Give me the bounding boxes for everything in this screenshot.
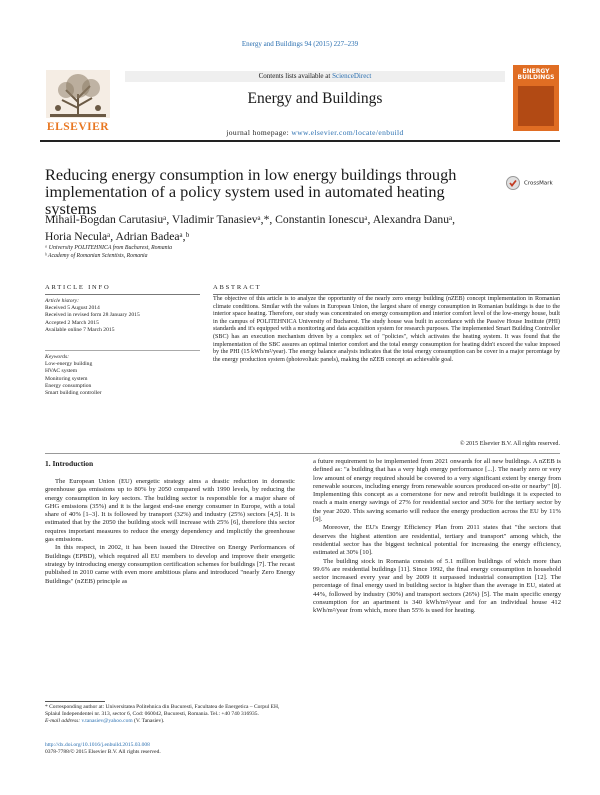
corresponding-author-footnote: [45, 704, 295, 725]
crossmark-icon: [506, 176, 520, 190]
sciencedirect-link[interactable]: ScienceDirect: [332, 72, 372, 80]
journal-cover-photo: [518, 86, 554, 126]
footnote-address: * Corresponding author at: Universitatea Politehnica din Bucuresti, Facultatea de Energetica – Corpul EH, Splaiul Independentei nr. 313, sector 6, Cod: 060042, Bucuresti, Romania. Tel.: +40 740 316935.: [45, 704, 280, 717]
body-paragraph: a future requirement to be implemented from 2021 onwards for all new buildings. A nZEB is defined as: "a building that has a very high energy performance [...]. The nearly zero or very low amount of energy required should be covered to a very significant extent by energy from renewable sources, including energy from renewable sources produced on-site or nearby" [8]. Implementing this concept as a cornerstone for new and retrofit buildings it is expected to reach a main energy savings of 27% for residential sector and 30% for the tertiary sector by the year 2020. This saving scenario will reduce the energy production across the EU by 11% [9].: [313, 458, 561, 524]
abstract-copyright: © 2015 Elsevier B.V. All rights reserved.: [459, 441, 560, 447]
authors-line-1[interactable]: Mihail-Bogdan Carutasiuᵃ, Vladimir Tanasievᵃ,*, Constantin Ionescuᵃ, Alexandra Danuᵃ,: [45, 213, 456, 226]
crossmark-badge[interactable]: [506, 174, 553, 192]
article-history: [45, 298, 140, 334]
journal-cover-title: ENERGY BUILDINGS: [517, 68, 555, 81]
contents-prefix: Contents lists available at: [258, 72, 333, 80]
journal-reference[interactable]: Energy and Buildings 94 (2015) 227–239: [241, 40, 359, 48]
body-column-right: [313, 458, 561, 616]
abstract-text: The objective of this article is to analyze the opportunity of the nearly zero energy building (nZEB) concept implementation in Romanian climate conditions. Similar with the values in European Union, the largest share of energy consumption in Romanian buildings is due to the interior space heating. Therefore, our study was concentrated on energy consumption and interior comfort level of the low-energy house, built in the campus of POLITEHNICA University of Bucharest. The study house was built in accordance with the Passive House Institute (PHI) standards and it's equipped with a monitoring and data acquisition system for research purposes. The implemented Smart Building Controller (SBC) has an execution mechanism driven by a complex set of "policies", which activates the heating system. It was found that the implementation of the SBC assures an optimal interior comfort and the total energy consumption for heating didn't exceed the value imposed by the PHI (15 kWh/m²/year). The energy balance analysis indicates that the total energy consumption can be cover in a major percentage by the energy production system (photovoltaic panels), making the nZEB concept an achievable goal.: [213, 296, 560, 363]
body-paragraph: The European Union (EU) energetic strategy aims a drastic reduction in domestic greenhouse gas emissions up to 80% by 2050 compared with 1990 levels, by reducing the energy consumption in key sectors. The building sector is responsible for a major share of GHG emissions (35%) and it is the largest end-use energy consumer in Europe, with a total share of 40% [1–3]. It is followed by transport (32%) and industry (25%) sectors [4,5]. It is estimated that by the 2050 the building stock will increase with 25% [6], therefore this sector requires important measures to reduce the energy dependency and implicitly the greenhouse gas emissions.: [45, 478, 295, 544]
abstract-end-rule: [45, 453, 560, 454]
history-online: Available online 7 March 2015: [45, 326, 115, 333]
abstract-rule: [213, 294, 560, 295]
keywords-rule: [45, 350, 200, 351]
history-label: Article history:: [45, 298, 80, 304]
body-paragraph: In this respect, in 2002, it has been issued the Directive on Energy Performances of Buildings (EPBD), which required all EU members to develop and improve their energetic strategy by introducing energy consumption certification schemes for buildings [7]. The recast published in 2010 came with even more ambitious plans and introduced "nearly Zero Energy Buildings" (nZEB) principle as: [45, 544, 295, 585]
issn-line: 0378-7788/© 2015 Elsevier B.V. All rights reserved.: [45, 749, 161, 755]
contents-line: [125, 72, 505, 80]
article-info-rule: [45, 294, 200, 295]
homepage-link[interactable]: www.elsevier.com/locate/enbuild: [291, 128, 404, 137]
email-link[interactable]: v.tanasiev@yahoo.com: [81, 718, 133, 724]
footnote-email-line: [45, 718, 295, 725]
keywords-list: [45, 354, 102, 397]
homepage-label: journal homepage:: [226, 128, 292, 137]
journal-homepage-line: [125, 128, 505, 137]
journal-title: Energy and Buildings: [247, 90, 383, 107]
keyword-item: Energy consumption: [45, 382, 92, 389]
history-revised: Received in revised form 28 January 2015: [45, 312, 140, 319]
footnote-rule: [45, 701, 105, 702]
history-received: Received 5 August 2014: [45, 305, 100, 312]
abstract-heading: ABSTRACT: [213, 284, 262, 291]
elsevier-wordmark: ELSEVIER: [46, 121, 110, 133]
doi-link[interactable]: http://dx.doi.org/10.1016/j.enbuild.2015.03.008: [45, 742, 150, 748]
history-accepted: Accepted 2 March 2015: [45, 319, 99, 326]
doi-block: [45, 742, 161, 756]
authors-line-2[interactable]: Horia Neculaᵃ, Adrian Badeaᵃ,ᵇ: [45, 230, 190, 243]
article-title: Reducing energy consumption in low energy buildings through implementation of a policy system used in automated heating systems: [45, 165, 457, 218]
crossmark-label: CrossMark: [524, 180, 553, 187]
body-column-left: [45, 478, 295, 586]
keyword-item: Monitoring system: [45, 375, 88, 382]
email-suffix: (V. Tanasiev).: [132, 718, 165, 724]
affiliations: [45, 244, 172, 260]
affiliation-b: ᵇ Academy of Romanian Scientists, Romania: [45, 253, 148, 259]
author-list: [45, 211, 515, 245]
keyword-item: Smart building controller: [45, 390, 102, 397]
keyword-item: HVAC system: [45, 368, 78, 375]
email-label: E-mail address:: [45, 718, 82, 724]
keyword-item: Low-energy building: [45, 361, 93, 368]
affiliation-a: ᵃ University POLITEHNICA from Bucharest, Romania: [45, 245, 173, 251]
body-paragraph: The building stock in Romania consists of 5.1 million buildings of which more than 99.6% are residential buildings [11]. Since 1992, the final energy consumption in household sector increased every year and by 2009 it surpassed industrial consumption [12]. The percentage of final energy used in building sector is higher than the average in EU, stated at 44%, followed by industry (30%) and transport sectors (26%) [5]. The main specific energy consumption for an apartment is 340 kWh/m²/year and for an individual house 412 kWh/m²/year from which, more than 55% is used for heating.: [313, 557, 561, 615]
keywords-label: Keywords:: [45, 354, 70, 360]
header-rule: [40, 140, 560, 142]
article-info-heading: ARTICLE INFO: [45, 284, 111, 291]
section-heading-introduction: 1. Introduction: [45, 459, 94, 468]
body-paragraph: Moreover, the EU's Energy Efficiency Plan from 2011 states that "the sectors that deserves the highest attention are residential, tertiary and transport" among which, the residential sector has the biggest technical potential for increasing the energy efficiency, estimated at 30% [10].: [313, 524, 561, 557]
